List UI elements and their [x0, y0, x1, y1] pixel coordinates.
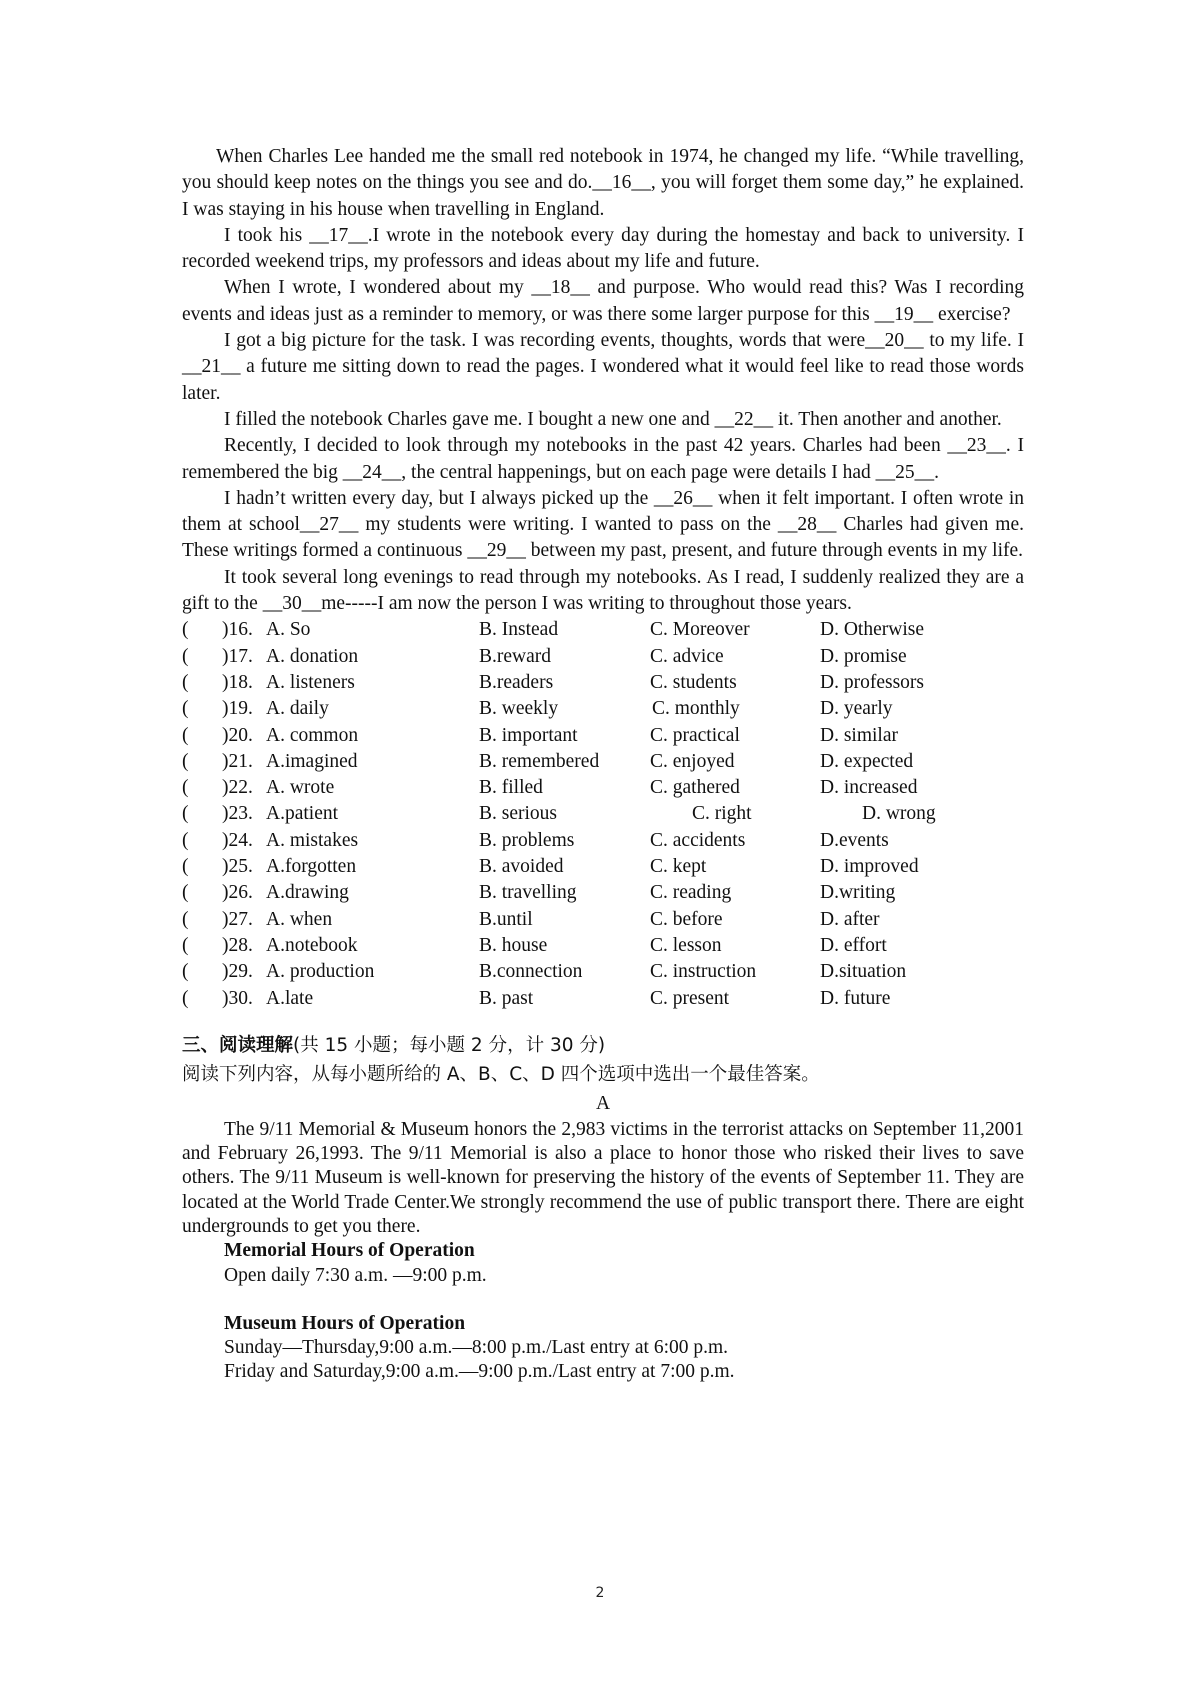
option-a: A. donation	[266, 645, 359, 667]
option-c: C. gathered	[650, 777, 740, 799]
answer-blank: (	[182, 934, 189, 956]
museum-hours-line: Friday and Saturday,9:00 a.m.—9:00 p.m./Last entry at 7:00 p.m.	[224, 1361, 735, 1383]
option-a: A. daily	[266, 698, 329, 720]
museum-hours-line: Sunday—Thursday,9:00 a.m.—8:00 p.m./Last entry at 6:00 p.m.	[224, 1337, 729, 1359]
option-a: A. mistakes	[266, 829, 359, 851]
option-b: B. house	[479, 934, 548, 956]
page-number: 2	[595, 1585, 605, 1601]
question-row	[182, 907, 1024, 933]
answer-blank: (	[182, 882, 189, 904]
answer-blank: (	[182, 777, 189, 799]
option-c: C. Moreover	[650, 619, 750, 641]
option-c: C. monthly	[652, 698, 740, 720]
option-d: D. professors	[820, 671, 924, 693]
option-d: D.situation	[820, 961, 907, 983]
answer-blank: (	[182, 803, 189, 825]
question-row	[182, 644, 1024, 670]
option-c: C. right	[692, 803, 752, 825]
question-number: )18.	[222, 671, 253, 693]
question-number: )25.	[222, 856, 253, 878]
option-a: A. listeners	[266, 671, 355, 693]
option-a: A. production	[266, 961, 375, 983]
option-c: C. students	[650, 671, 737, 693]
question-row	[182, 880, 1024, 906]
option-b: B. important	[479, 724, 578, 746]
answer-blank: (	[182, 750, 189, 772]
option-d: D. Otherwise	[820, 619, 924, 641]
option-c: C. instruction	[650, 961, 757, 983]
passage-paragraph: Recently, I decided to look through my notebooks in the past 42 years. Charles had been __23__. I remembered the big __24__, the central happenings, but on each page were details I had __25__.	[182, 435, 1024, 483]
option-c: C. lesson	[650, 934, 722, 956]
question-row	[182, 696, 1024, 722]
section-scoring: (共 15 小题；每小题 2 分，计 30 分)	[293, 1034, 606, 1056]
section-title: 三、阅读理解	[182, 1034, 294, 1056]
question-list	[182, 617, 1024, 1011]
question-row	[182, 801, 1024, 827]
memorial-hours-block	[182, 1239, 1024, 1384]
option-c: C. before	[650, 908, 723, 930]
option-d: D. promise	[820, 645, 907, 667]
option-c: C. kept	[650, 856, 707, 878]
question-row	[182, 670, 1024, 696]
question-row	[182, 933, 1024, 959]
question-row	[182, 854, 1024, 880]
option-b: B. avoided	[479, 856, 564, 878]
option-a: A.forgotten	[266, 856, 357, 878]
option-d: D. wrong	[862, 803, 936, 825]
memorial-hours-text: Open daily 7:30 a.m. —9:00 p.m.	[224, 1264, 487, 1286]
question-number: )21.	[222, 750, 253, 772]
option-d: D.writing	[820, 882, 896, 904]
option-a: A. common	[266, 724, 359, 746]
answer-blank: (	[182, 698, 189, 720]
option-b: B.reward	[479, 645, 552, 667]
question-row	[182, 959, 1024, 985]
question-number: )22.	[222, 777, 253, 799]
question-row	[182, 723, 1024, 749]
option-c: C. accidents	[650, 829, 746, 851]
option-a: A.late	[266, 987, 314, 1009]
question-number: )17.	[222, 645, 253, 667]
option-d: D. expected	[820, 750, 914, 772]
question-row	[182, 617, 1024, 643]
answer-blank: (	[182, 724, 189, 746]
option-b: B. remembered	[479, 750, 600, 772]
part-label: A	[595, 1092, 611, 1114]
question-number: )24.	[222, 829, 253, 851]
passage-paragraph: I filled the notebook Charles gave me. I bought a new one and __22__ it. Then another and another.	[224, 408, 1002, 430]
passage-paragraph: It took several long evenings to read through my notebooks. As I read, I suddenly realized they are a gift to the __30__me-----I am now the person I was writing to throughout those years.	[182, 566, 1024, 615]
question-row	[182, 986, 1024, 1012]
option-a: A.notebook	[266, 934, 358, 956]
option-c: C. practical	[650, 724, 740, 746]
option-a: A.drawing	[266, 882, 349, 904]
passage-paragraph: I hadn’t written every day, but I always picked up the __26__ when it felt important. I often wrote in them at school__27__ my students were writing. I wanted to pass on the __28__ Charles had given me. These writings formed a continuous __29__ between my past, present, and future through events in my life.	[182, 487, 1024, 562]
question-row	[182, 828, 1024, 854]
answer-blank: (	[182, 619, 189, 641]
question-row	[182, 749, 1024, 775]
option-d: D. effort	[820, 934, 887, 956]
option-b: B.until	[479, 908, 533, 930]
option-d: D. after	[820, 908, 880, 930]
option-b: B. weekly	[479, 698, 559, 720]
answer-blank: (	[182, 961, 189, 983]
question-number: )26.	[222, 882, 253, 904]
cloze-passage	[182, 144, 1024, 617]
option-b: B. filled	[479, 777, 543, 799]
question-number: )27.	[222, 908, 253, 930]
reading-intro: The 9/11 Memorial & Museum honors the 2,983 victims in the terrorist attacks on September 11,2001 and February 26,1993. The 9/11 Memorial is also a place to honor those who risked their lives to save others. The 9/11 Museum is well-known for preserving the history of the events of September 11. They are located at the World Trade Center.We strongly recommend the use of public transport there. There are eight undergrounds to get you there.	[182, 1118, 1024, 1237]
option-c: C. advice	[650, 645, 724, 667]
option-a: A. So	[266, 619, 311, 641]
passage-paragraph: When Charles Lee handed me the small red notebook in 1974, he changed my life. “While travelling, you should keep notes on the things you see and do.__16__, you will forget them some day,” he explained. I was staying in his house when travelling in England.	[182, 146, 1024, 220]
question-number: )20.	[222, 724, 253, 746]
answer-blank: (	[182, 829, 189, 851]
option-b: B. past	[479, 987, 534, 1009]
option-a: A.imagined	[266, 750, 358, 772]
option-a: A.patient	[266, 803, 339, 825]
option-d: D. increased	[820, 777, 918, 799]
document-page	[182, 144, 1024, 1385]
question-number: )19.	[222, 698, 253, 720]
option-b: B. travelling	[479, 882, 577, 904]
question-number: )28.	[222, 934, 253, 956]
question-number: )23.	[222, 803, 253, 825]
memorial-hours-title: Memorial Hours of Operation	[224, 1240, 475, 1262]
option-d: D. improved	[820, 856, 919, 878]
option-a: A. when	[266, 908, 333, 930]
passage-paragraph: When I wrote, I wondered about my __18__ and purpose. Who would read this? Was I recording events and ideas just as a reminder to memory, or was there some larger purpose for this __19__ exercise?	[182, 277, 1024, 325]
answer-blank: (	[182, 987, 189, 1009]
option-d: D. future	[820, 987, 891, 1009]
passage-paragraph: I took his __17__.I wrote in the notebook every day during the homestay and back to university. I recorded weekend trips, my professors and ideas about my life and future.	[182, 224, 1024, 273]
answer-blank: (	[182, 908, 189, 930]
question-number: )29.	[222, 961, 253, 983]
option-b: B. serious	[479, 803, 557, 825]
option-c: C. reading	[650, 882, 732, 904]
museum-hours-title: Museum Hours of Operation	[224, 1312, 466, 1334]
option-c: C. enjoyed	[650, 750, 735, 772]
section-heading	[182, 1032, 1024, 1060]
option-d: D. similar	[820, 724, 898, 746]
passage-paragraph: I got a big picture for the task. I was recording events, thoughts, words that were__20__ to my life. I __21__ a future me sitting down to read the pages. I wondered what it would feel like to read those words later.	[182, 330, 1024, 404]
option-b: B. Instead	[479, 619, 559, 641]
answer-blank: (	[182, 856, 189, 878]
answer-blank: (	[182, 645, 189, 667]
option-b: B.readers	[479, 671, 554, 693]
question-number: )30.	[222, 987, 253, 1009]
option-c: C. present	[650, 987, 730, 1009]
option-d: D. yearly	[820, 698, 893, 720]
question-row	[182, 775, 1024, 801]
question-number: )16.	[222, 619, 253, 641]
option-d: D.events	[820, 829, 889, 851]
answer-blank: (	[182, 671, 189, 693]
section-instruction: 阅读下列内容，从每小题所给的 A、B、C、D 四个选项中选出一个最佳答案。	[182, 1063, 820, 1085]
option-a: A. wrote	[266, 777, 335, 799]
option-b: B.connection	[479, 961, 583, 983]
option-b: B. problems	[479, 829, 575, 851]
